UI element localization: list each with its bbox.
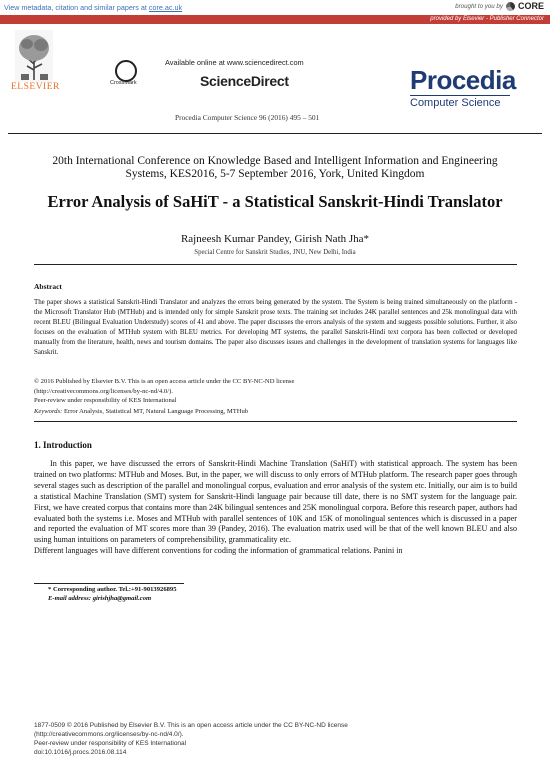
provider-text[interactable]: provided by Elsevier - Publisher Connector [430, 16, 544, 22]
copyright-footer [34, 721, 348, 757]
paper-title: Error Analysis of SaHiT - a Statistical Sanskrit-Hindi Translator [47, 192, 503, 211]
keywords-list: Error Analysis, Statistical MT, Natural Language Processing, MTHub [62, 408, 249, 415]
license-block [34, 377, 517, 406]
section-heading: 1. Introduction [34, 440, 92, 450]
abstract-text: The paper shows a statistical Sanskrit-Hindi Translator and analyzes the errors being generated by the system. The System is being trained simultaneously on the platform - the Microsoft Translator Hub (MTHub) and is intended only for simple Sanskrit prose texts. The training set includes 24K parallel sentences and 25k monolingual data with recent BLEU (Bilingual Evaluation Understudy) scores of 41 and above. The paper discusses the errors analysis of the system and suggests possible solutions. Further, it also focuses on the evaluation of MTHub system with BLEU metrics. For developing MT systems, the parallel Sanskrit-Hindi text corpora has been collected or developed manually from the literature, health, news and tourism domains. The paper also discusses issues and challenges in the development of translation systems for languages like Sanskrit. [34, 299, 517, 356]
introduction-body [34, 459, 517, 557]
copyright-link[interactable]: (http://creativecommons.org/licenses/by-nc-nd/4.0/). [34, 731, 184, 738]
footnote-rule [34, 583, 184, 584]
paragraph: Different languages will have different conventions for coding the information of grammatical relations. Panini in [34, 546, 403, 556]
abstract-bottom-rule [34, 421, 517, 422]
procedia-divider [410, 95, 510, 96]
sciencedirect-logo: ScienceDirect [200, 73, 289, 89]
peer-review-footer: Peer-review under responsibility of KES International [34, 740, 187, 747]
copyright-line: 1877-0509 © 2016 Published by Elsevier B.V. This is an open access article under the CC BY-NC-ND license [34, 722, 348, 729]
keywords-line [34, 408, 517, 415]
core-brought-by[interactable] [455, 1, 544, 11]
author-email[interactable]: E-mail address: girishjha@gmail.com [48, 595, 152, 602]
brought-by-label: brought to you by [455, 2, 503, 10]
crossmark-label: CrossMark [110, 80, 137, 86]
crossmark-icon[interactable] [115, 60, 137, 82]
peer-review-line: Peer-review under responsibility of KES International [34, 397, 177, 404]
core-link[interactable]: core.ac.uk [148, 3, 183, 12]
footnote [48, 585, 177, 603]
procedia-subtitle: Computer Science [410, 97, 501, 109]
header-rule [8, 133, 542, 134]
abstract-heading: Abstract [34, 282, 62, 291]
core-logo-icon [506, 2, 515, 11]
license-line: © 2016 Published by Elsevier B.V. This is an open access article under the CC BY-NC-ND license [34, 378, 295, 385]
core-metadata-label: View metadata, citation and similar papers at [4, 3, 149, 12]
core-logo-text: CORE [517, 1, 544, 11]
elsevier-tree-logo-icon [15, 30, 53, 82]
elsevier-wordmark: ELSEVIER [11, 82, 60, 92]
author-list: Rajneesh Kumar Pandey, Girish Nath Jha* [180, 233, 370, 245]
journal-citation: Procedia Computer Science 96 (2016) 495 – 501 [175, 113, 320, 122]
provider-bar [0, 15, 550, 24]
paragraph: In this paper, we have discussed the errors of Sanskrit-Hindi Machine Translation (SaHiT) with statistical approach. The system has been trained on two platforms: MTHub and Moses. But, in the paper, we will discuss to only errors of MTHub platform. The research paper goes through several stages such as description of the parallel and monolingual corpus, evaluation and error analysis of the system etc. Initially, our aim is to build a statistical Machine Translation (SMT) system for Sanskrit-Hindi language pair because till date, there is no SMT system for the language pair. First, we have created corpus that contains more than 24K bilingual sentences and 25K monolingual corpora. Before this research paper, authors had evaluated both the systems i.e. Moses and MTHub with parallel sentences of 10K and 15K of monolingual sentences which is discussed in a paper and reported the evaluation of MT scores more than 39 (Pandey, 2016). The evaluation matrix used will be that of the well known BLEU and also using human intuitions on parameters of comprehensibility, grammaticality etc. [34, 459, 517, 545]
keywords-label: Keywords: [34, 408, 63, 415]
core-metadata-text [4, 3, 182, 12]
corresponding-author: * Corresponding author. Tel.:+91-9013926895 [48, 586, 177, 593]
doi[interactable]: doi:10.1016/j.procs.2016.08.114 [34, 749, 127, 756]
abstract-top-rule [34, 264, 517, 265]
author-affiliation: Special Centre for Sanskrit Studies, JNU, New Delhi, India [194, 249, 356, 256]
procedia-logo: Procedia [410, 65, 516, 95]
license-link[interactable]: (http://creativecommons.org/licenses/by-nc-nd/4.0/). [34, 387, 173, 395]
available-online-text: Available online at www.sciencedirect.com [165, 58, 304, 67]
conference-info: 20th International Conference on Knowledge Based and Intelligent Information and Engineering Systems, KES2016, 5-7 September 2016, York, United Kingdom [52, 155, 498, 180]
